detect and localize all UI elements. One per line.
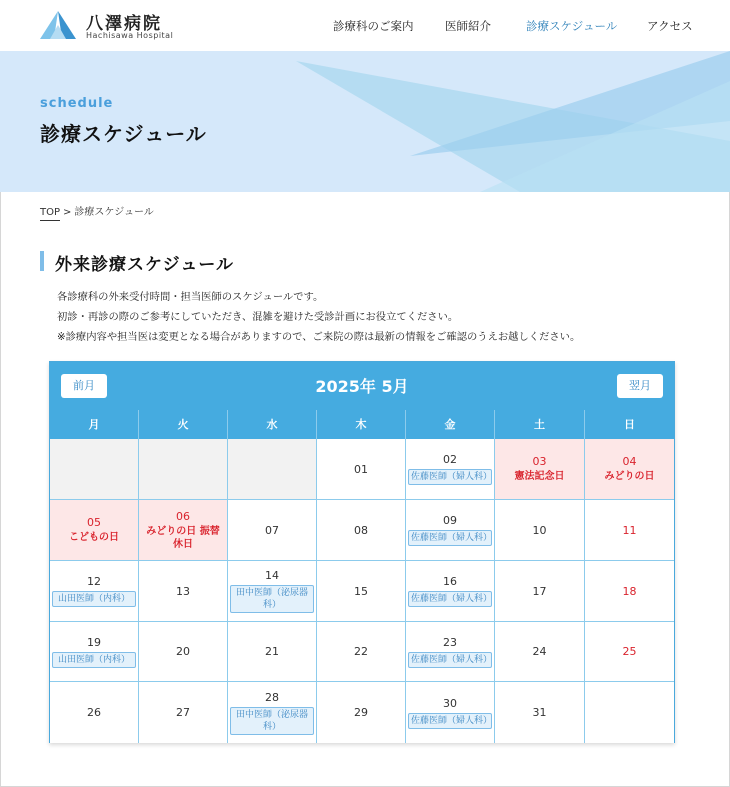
calendar-day-content xyxy=(228,682,316,743)
nav-schedule[interactable]: 診療スケジュール xyxy=(526,19,618,33)
calendar-day-empty xyxy=(50,439,139,500)
calendar-day xyxy=(495,500,585,561)
calendar-day xyxy=(50,561,139,622)
calendar-day-holiday xyxy=(139,500,228,561)
calendar-day xyxy=(495,682,585,743)
calendar-day xyxy=(406,622,495,682)
day-number: 08 xyxy=(354,523,368,537)
calendar-day-content xyxy=(139,682,227,743)
nav-departments[interactable]: 診療科のご案内 xyxy=(333,19,414,33)
day-number: 30 xyxy=(443,696,457,710)
calendar-day xyxy=(317,622,406,682)
day-number: 09 xyxy=(443,514,457,527)
day-number: 03 xyxy=(532,455,547,468)
calendar-day-content xyxy=(406,622,494,681)
day-number: 21 xyxy=(265,645,279,658)
breadcrumb-home-link[interactable]: TOP xyxy=(40,207,60,221)
calendar-day-content xyxy=(317,439,405,499)
day-number: 12 xyxy=(87,575,101,588)
calendar-day xyxy=(585,622,674,682)
weekday-header: 月 xyxy=(50,410,139,439)
doctor-badge[interactable]: 佐藤医師（婦人科） xyxy=(408,591,492,607)
calendar-day-content xyxy=(495,439,584,499)
calendar-day-content xyxy=(406,682,494,743)
prev-month-button[interactable]: 前月 xyxy=(61,374,107,398)
section-title: 外来診療スケジュール xyxy=(55,255,234,275)
schedule-calendar xyxy=(49,361,675,743)
doctor-badge[interactable]: 佐藤医師（婦人科） xyxy=(408,469,492,485)
calendar-day-content xyxy=(406,561,494,621)
calendar-day xyxy=(406,561,495,622)
day-number: 14 xyxy=(265,569,279,582)
page-hero xyxy=(0,51,730,192)
nav-access[interactable]: アクセス xyxy=(647,19,693,33)
weekday-header: 水 xyxy=(228,410,317,439)
day-number: 06 xyxy=(176,509,190,523)
site-logo[interactable] xyxy=(40,9,180,43)
doctor-badge[interactable]: 佐藤医師（婦人科） xyxy=(408,530,492,546)
logo-name: 八澤病院 xyxy=(86,14,162,34)
calendar-day-holiday xyxy=(495,439,585,500)
calendar-header xyxy=(50,362,674,410)
calendar-day-content xyxy=(585,622,674,681)
calendar-day xyxy=(317,561,406,622)
day-number: 04 xyxy=(622,455,637,468)
logo-mark-icon xyxy=(40,11,76,41)
calendar-day xyxy=(139,682,228,743)
calendar-day-content xyxy=(317,561,405,621)
calendar-day xyxy=(406,682,495,743)
calendar-day xyxy=(228,561,317,622)
day-number: 18 xyxy=(622,584,637,598)
doctor-badge[interactable]: 田中医師（泌尿器科） xyxy=(230,707,314,735)
calendar-day xyxy=(228,682,317,743)
calendar-day-content xyxy=(495,500,584,560)
holiday-name: みどりの日 xyxy=(604,471,655,482)
calendar-day xyxy=(317,439,406,500)
breadcrumb-current: 診療スケジュール xyxy=(74,207,154,218)
calendar-day-content xyxy=(228,439,316,499)
day-number: 16 xyxy=(443,575,457,588)
day-number: 07 xyxy=(265,523,279,537)
day-number: 11 xyxy=(622,523,637,537)
breadcrumb xyxy=(40,203,154,218)
calendar-day xyxy=(495,622,585,682)
holiday-name: こどもの日 xyxy=(69,532,119,543)
calendar-day-content xyxy=(406,439,494,499)
day-number: 31 xyxy=(532,706,547,719)
calendar-day xyxy=(228,622,317,682)
calendar-day-content xyxy=(228,622,316,681)
calendar-day-content xyxy=(585,561,674,621)
calendar-day-content xyxy=(317,622,405,681)
holiday-name: 憲法記念日 xyxy=(514,471,565,482)
day-number: 22 xyxy=(354,645,368,658)
calendar-day-content xyxy=(50,682,138,743)
calendar-day-content xyxy=(50,561,138,621)
calendar-day-content xyxy=(585,500,674,560)
calendar-day-content xyxy=(228,500,316,560)
day-number: 28 xyxy=(265,690,279,704)
calendar-day-empty xyxy=(139,439,228,500)
weekday-header: 火 xyxy=(139,410,228,439)
calendar-day-content xyxy=(495,561,584,621)
doctor-badge[interactable]: 佐藤医師（婦人科） xyxy=(408,713,492,729)
calendar-day xyxy=(50,682,139,743)
weekday-header: 金 xyxy=(406,410,495,439)
description-line: ※診療内容や担当医は変更となる場合がありますので、ご来院の際は最新の情報をご確認のうえお越しください。 xyxy=(57,331,581,343)
calendar-day xyxy=(139,561,228,622)
calendar-day-content xyxy=(139,622,227,681)
calendar-day xyxy=(228,500,317,561)
description-line: 各診療科の外来受付時間・担当医師のスケジュールです。 xyxy=(57,291,324,303)
calendar-day xyxy=(406,500,495,561)
calendar-day-content xyxy=(406,500,494,560)
day-number: 13 xyxy=(176,584,190,598)
description-line: 初診・再診の際のご参考にしていただき、混雑を避けた受診計画にお役立てください。 xyxy=(57,311,459,323)
calendar-day xyxy=(495,561,585,622)
calendar-month-label: 2025年 5月 xyxy=(315,377,409,396)
weekday-header: 土 xyxy=(495,410,585,439)
day-number: 10 xyxy=(532,523,547,537)
day-number: 02 xyxy=(443,453,457,466)
calendar-day-content xyxy=(50,622,138,681)
calendar-day-content xyxy=(228,561,316,621)
day-number: 01 xyxy=(354,462,368,476)
weekday-header: 木 xyxy=(317,410,406,439)
calendar-day-holiday xyxy=(50,500,139,561)
day-number: 23 xyxy=(443,635,457,649)
calendar-day-empty xyxy=(228,439,317,500)
calendar-day-content xyxy=(139,561,227,621)
calendar-day xyxy=(317,682,406,743)
doctor-badge[interactable]: 山田医師（内科） xyxy=(52,652,136,668)
calendar-day-content xyxy=(50,500,138,560)
logo-subtitle: Hachisawa Hospital xyxy=(86,31,174,40)
day-number: 27 xyxy=(176,706,190,719)
day-number: 24 xyxy=(532,645,547,658)
day-number: 17 xyxy=(532,584,547,598)
calendar-day-content xyxy=(50,439,138,499)
page-title: 診療スケジュール xyxy=(40,122,207,146)
doctor-badge[interactable]: 山田医師（内科） xyxy=(52,591,136,607)
day-number: 15 xyxy=(354,584,368,598)
day-number: 19 xyxy=(87,635,101,649)
day-number: 25 xyxy=(622,645,637,658)
calendar-day xyxy=(50,622,139,682)
calendar-day xyxy=(585,500,674,561)
day-number: 26 xyxy=(87,706,101,719)
calendar-day-content xyxy=(495,682,584,743)
calendar-day xyxy=(139,622,228,682)
calendar-day-content xyxy=(495,622,584,681)
section-heading-bar xyxy=(40,251,44,271)
day-number: 05 xyxy=(87,516,101,529)
calendar-day-content xyxy=(317,500,405,560)
calendar-day xyxy=(585,682,674,743)
calendar-day-content xyxy=(139,500,227,560)
hero-subtitle: schedule xyxy=(40,96,114,111)
site-header xyxy=(0,0,730,51)
calendar-day-content xyxy=(585,439,674,499)
nav-doctors[interactable]: 医師紹介 xyxy=(445,19,491,33)
calendar-day xyxy=(585,561,674,622)
calendar-day xyxy=(317,500,406,561)
breadcrumb-separator: > xyxy=(63,207,72,218)
holiday-name: みどりの日 振替休日 xyxy=(146,525,220,550)
day-number: 29 xyxy=(354,706,368,719)
doctor-badge[interactable]: 佐藤医師（婦人科） xyxy=(408,652,492,668)
calendar-day-holiday xyxy=(585,439,674,500)
next-month-button[interactable]: 翌月 xyxy=(617,374,663,398)
calendar-day xyxy=(406,439,495,500)
calendar-day-content xyxy=(317,682,405,743)
day-number: 20 xyxy=(176,645,190,658)
calendar-day-content xyxy=(139,439,227,499)
weekday-header: 日 xyxy=(585,410,674,439)
doctor-badge[interactable]: 田中医師（泌尿器科） xyxy=(230,585,314,613)
calendar-day-content xyxy=(585,682,674,743)
